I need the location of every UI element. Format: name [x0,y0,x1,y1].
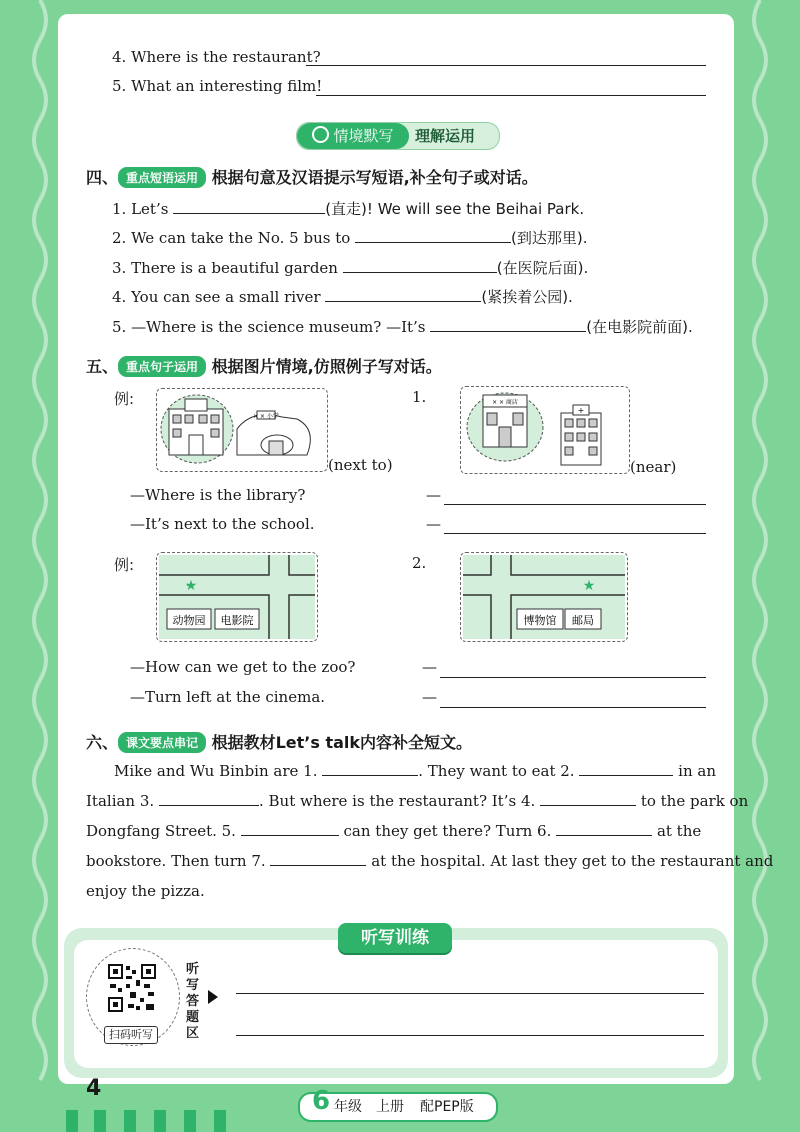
passage-text: enjoy the pizza. [86,882,205,900]
medal-icon [312,126,329,143]
answer-blank[interactable] [540,791,636,806]
school-library-illustration [157,389,327,471]
passage-text: Italian 3. [86,792,155,810]
section6-heading [86,730,472,753]
example-map [156,552,318,642]
section-title: 根据图片情境,仿照例子写对话。 [211,357,442,376]
answer-line[interactable] [444,532,706,534]
answer-blank[interactable] [556,821,652,836]
passage-text: . But where is the restaurant? It’s 4. [258,792,536,810]
arrow-right-icon [208,990,218,1004]
section-number: 六、 [86,733,119,752]
passage-text: Dongfang Street. 5. [86,822,236,840]
answer-blank[interactable] [430,317,586,332]
section-tag: 重点句子运用 [118,356,206,377]
answer-blank[interactable] [159,791,259,806]
s4-item-1 [112,198,584,219]
answer-blank[interactable] [355,228,511,243]
dictation-line[interactable] [236,992,704,994]
answer-line[interactable] [306,64,706,66]
answer-area-label: 听写答题区 [186,962,200,1041]
passage-text: bookstore. Then turn 7. [86,852,266,870]
cinema-label: 电影院 [220,614,254,627]
question-hint-near: (near) [630,458,677,476]
s4-item-4 [112,286,573,307]
passage-text: to the park on [640,792,749,810]
question-picture-shop-hospital [460,386,630,474]
passage-line-5 [86,876,708,906]
item-hint: (紧挨着公园). [481,288,573,306]
passage-line-3 [86,816,708,846]
passage-text: Mike and Wu Binbin are 1. [114,762,318,780]
banner-left-label: 情境默写 [333,127,394,145]
section-tag: 重点短语运用 [118,167,206,188]
shop-hospital-illustration [461,387,629,473]
item-hint: (直走)! We will see the Beihai Park. [325,200,585,218]
star-icon: ★ [184,578,198,594]
shop-sign: × × 商店 [492,399,518,406]
answer-line[interactable] [440,706,706,708]
grade-text: 年级 [334,1099,362,1115]
passage-line-4 [86,846,774,876]
section-number: 五、 [86,357,119,376]
item-text: 3. There is a beautiful garden [112,259,338,277]
answer-blank[interactable] [270,851,366,866]
volume-text: 上册 [376,1099,404,1115]
example-hint-next-to: (next to) [328,456,393,474]
banner-right-label: 理解运用 [415,127,476,145]
museum-label: 博物馆 [523,614,557,627]
question-2-label: 2. [412,554,427,572]
example-label: 例: [114,390,135,408]
item-hint: (在医院后面). [496,259,589,277]
answer-blank[interactable] [343,258,497,273]
item-text: 1. Let’s [112,200,169,218]
passage-line-2 [86,786,749,816]
section5-heading [86,354,442,377]
s4-item-5 [112,316,693,337]
answer-line[interactable] [316,94,706,96]
passage-text: at the [656,822,702,840]
street-map-example [157,553,317,641]
example-dialog-1-question: —Where is the library? [130,486,306,504]
answer-blank[interactable] [173,199,325,214]
school-sign: × × 小学 [253,413,279,420]
hospital-cross-icon: + [577,406,585,415]
section-banner [296,122,500,150]
s4-item-3 [112,257,588,278]
top-question-5: 5. What an interesting film! [112,77,323,95]
example-picture-school-library [156,388,328,472]
dash: — [426,515,441,533]
item-hint: (到达那里). [511,229,588,247]
street-map-question [461,553,627,641]
answer-line[interactable] [444,503,706,505]
example-dialog-2-question: —How can we get to the zoo? [130,658,356,676]
star-icon: ★ [582,578,596,594]
edition-text: 配PEP版 [420,1099,474,1115]
page-number: 4 [86,1076,102,1101]
example-dialog-2-answer: —Turn left at the cinema. [130,688,326,706]
section-title: 根据教材Let’s talk内容补全短文。 [211,733,473,752]
item-text: 5. —Where is the science museum? —It’s [112,318,426,336]
passage-text: . They want to eat 2. [418,762,575,780]
example-label-2: 例: [114,556,135,574]
dash: — [426,486,441,504]
example-dialog-1-answer: —It’s next to the school. [130,515,315,533]
item-text: 2. We can take the No. 5 bus to [112,229,351,247]
question-1-label: 1. [412,388,427,406]
answer-blank[interactable] [325,287,481,302]
dictation-line[interactable] [236,1034,704,1036]
grade-number: 6 [312,1086,331,1116]
top-question-4: 4. Where is the restaurant? [112,48,321,66]
qr-code-icon[interactable] [108,964,156,1012]
footer-banner [298,1086,498,1122]
answer-blank[interactable] [322,761,418,776]
passage [86,756,774,906]
post-office-label: 邮局 [572,614,594,627]
section-tag: 课文要点串记 [118,732,206,753]
answer-line[interactable] [440,676,706,678]
dash: — [422,688,437,706]
passage-text: can they get there? Turn 6. [343,822,552,840]
dash: — [422,658,437,676]
item-hint: (在电影院前面). [586,318,693,336]
s4-item-2 [112,227,588,248]
answer-blank[interactable] [579,761,673,776]
listening-banner: 听写训练 [338,923,452,953]
item-text: 4. You can see a small river [112,288,321,306]
section4-heading [86,165,538,188]
passage-line-1 [86,756,716,786]
section-number: 四、 [86,168,119,187]
banner-left [297,123,409,149]
question-map [460,552,628,642]
zoo-label: 动物园 [172,614,206,627]
passage-text: at the hospital. At last they get to the restaurant and [371,852,774,870]
passage-text: in an [678,762,716,780]
answer-blank[interactable] [241,821,339,836]
section-title: 根据句意及汉语提示写短语,补全句子或对话。 [211,168,538,187]
qr-label: 扫码听写 [104,1026,158,1044]
